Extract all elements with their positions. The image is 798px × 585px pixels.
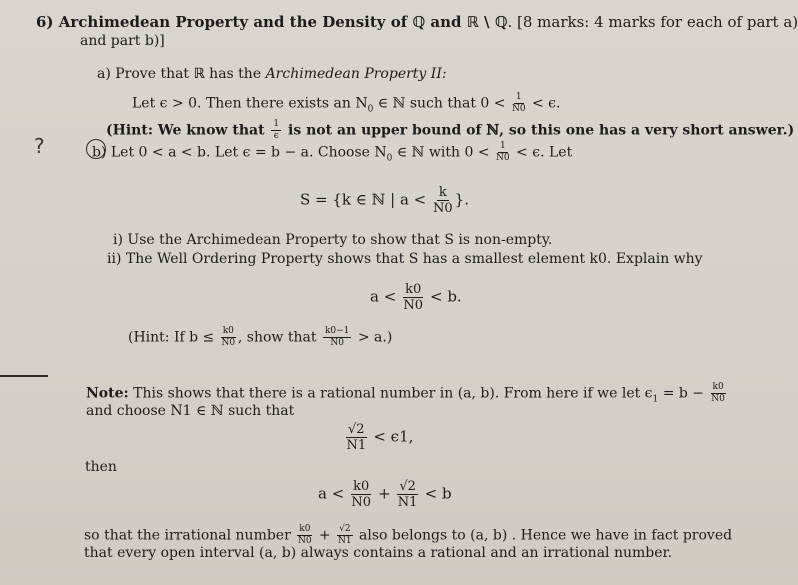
note-line-2: and choose N1 ∈ ℕ such that: [86, 403, 295, 419]
S-def: S = {k ∈ ℕ | a <: [300, 190, 432, 209]
stmt-in: ∈ ℕ such that 0 <: [373, 95, 510, 112]
stmt-pre: Let ϵ > 0. Then there exists an N: [132, 95, 368, 112]
frac-num: k0: [353, 479, 370, 494]
frac-den: N0: [496, 153, 510, 163]
item-ii: ii) The Well Ordering Property shows that S has a smallest element k0. Explain why: [107, 251, 703, 267]
fraction-hint-1: [221, 327, 236, 348]
hint-label: (Hint: We know that: [106, 122, 270, 139]
stmt-sub: 0: [367, 104, 374, 115]
then-word: then: [85, 459, 117, 475]
conclusion-line-1: [84, 525, 732, 546]
part-a-hint: [106, 120, 794, 141]
marks-text-2: and part b)]: [80, 33, 165, 49]
separator-line: [0, 375, 48, 377]
frac-num: √2: [399, 479, 416, 494]
hint-text: is not an upper bound of ℕ, so this one has a very short answer.): [283, 122, 795, 139]
frac-num: k0: [222, 326, 234, 336]
question-title: [36, 14, 798, 30]
frac-num: k: [438, 185, 447, 200]
frac-den: N0: [433, 201, 453, 216]
fraction-sqrt2-N1: [346, 423, 367, 452]
title-and: and: [425, 13, 467, 31]
frac-den: N1: [397, 495, 418, 510]
stmt-end: < ϵ.: [527, 95, 561, 112]
part-b-hint: [128, 327, 392, 348]
frac-den: N1: [338, 536, 352, 546]
fraction-k0-over-N0: [403, 283, 423, 312]
frac-num: √2: [348, 422, 365, 437]
inequality-k0: [370, 283, 462, 312]
sqrt2-inequality: [344, 423, 413, 452]
fin-pre: a <: [318, 484, 350, 503]
frac-num: k0−1: [324, 326, 350, 336]
frac-den: N1: [346, 438, 367, 453]
marks-text: . [8 marks: 4 marks for each of part a): [507, 13, 798, 31]
note-label: Note:: [86, 385, 129, 402]
frac-num: 1: [515, 92, 522, 102]
final-inequality: [318, 480, 452, 509]
sq-end: < ϵ1,: [368, 427, 414, 446]
fraction-note-k0-N0: [711, 383, 726, 404]
part-a-statement: [132, 93, 560, 117]
part-b-pre: ) Let 0 < a < b. Let ϵ = b − a. Choose N: [100, 144, 387, 161]
frac-den: N0: [298, 536, 312, 546]
setminus: \: [478, 13, 495, 31]
part-a-label: a) Prove that: [97, 66, 194, 82]
eps-sub: 1: [652, 394, 659, 405]
part-b-label: b: [92, 144, 101, 161]
S-end: }.: [454, 190, 469, 209]
frac-den: N0: [403, 298, 423, 313]
fraction-1-over-N0: [512, 93, 526, 114]
frac-den: N0: [330, 338, 344, 348]
fraction-hint-2: [323, 327, 351, 348]
frac-den: N0: [221, 338, 236, 348]
last-plus: +: [314, 527, 336, 544]
hint-mid: , show that: [237, 329, 321, 346]
set-Q-2: ℚ: [494, 13, 508, 31]
item-i: i) Use the Archimedean Property to show that S is non-empty.: [113, 232, 553, 248]
set-Q: ℚ: [412, 13, 426, 31]
note-text-1b: = b −: [658, 385, 709, 402]
frac-num: 1: [273, 119, 280, 129]
fraction-fin-2: [397, 480, 418, 509]
ineq-pre: a <: [370, 287, 402, 306]
frac-den: N0: [511, 104, 526, 114]
property-name: Archimedean Property II:: [265, 66, 447, 82]
part-b-end: < ϵ. Let: [511, 144, 573, 161]
title-text: 6) Archimedean Property and the Density of: [36, 13, 413, 31]
part-b-mid: ∈ ℕ with 0 <: [392, 144, 494, 161]
hint-end: > a.): [353, 329, 393, 346]
frac-den: N0: [711, 394, 725, 404]
set-R: ℝ: [466, 13, 479, 31]
fin-plus: +: [373, 484, 396, 503]
set-R-a: ℝ: [193, 66, 205, 82]
last-end: also belongs to (a, b) . Hence we have in fact proved: [354, 527, 733, 544]
frac-num: k0: [405, 282, 422, 297]
part-a-mid: has the: [204, 66, 266, 82]
frac-den: N0: [351, 495, 371, 510]
fraction-k-over-N0: [433, 186, 453, 215]
frac-num: 1: [499, 141, 506, 151]
handwritten-question-mark: ?: [34, 134, 45, 158]
frac-num: k0: [299, 524, 311, 534]
fraction-1-over-eps: [271, 120, 281, 141]
fraction-fin-1: [351, 480, 371, 509]
fraction-last-1: [297, 525, 312, 546]
set-S-definition: [300, 186, 469, 215]
ineq-end: < b.: [425, 287, 462, 306]
note-text-1: This shows that there is a rational number in (a, b). From here if we let ϵ: [128, 385, 653, 402]
hint-pre: (Hint: If b ≤: [128, 329, 219, 346]
fin-end: < b: [419, 484, 452, 503]
fraction-last-2: [337, 525, 352, 546]
frac-num: k0: [712, 382, 724, 392]
sub0: 0: [386, 153, 393, 164]
frac-den: ϵ: [273, 131, 279, 141]
conclusion-line-2: that every open interval (a, b) always contains a rational and an irrational number.: [84, 545, 673, 561]
frac-num: √2: [339, 524, 351, 534]
part-b-statement: [92, 142, 572, 166]
part-a-heading: [97, 66, 447, 82]
fraction-1-over-N0-b: [496, 142, 510, 163]
last-pre: so that the irrational number: [84, 527, 296, 544]
